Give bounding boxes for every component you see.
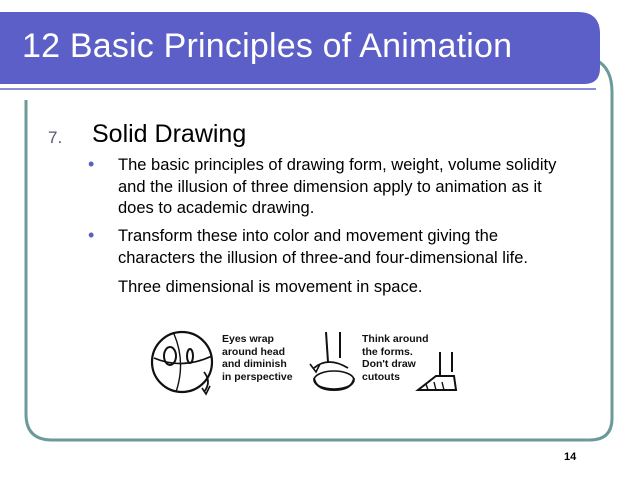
eyes-wrap-note: Eyes wrap around head and diminish in perspective <box>222 333 293 383</box>
slide-title: 12 Basic Principles of Animation <box>22 27 513 65</box>
page-number: 14 <box>564 451 577 463</box>
closing-line: Three dimensional is movement in space. <box>118 278 423 296</box>
bullet-icon: • <box>88 225 95 245</box>
foot-form-sketch-right <box>414 350 460 396</box>
bullet-text-1: The basic principles of drawing form, weight, volume solidity and the illusion of three dimension apply to animation as it does to academic drawing. <box>118 156 557 217</box>
think-around-note: Think around the forms. Don't draw cutouts <box>362 333 429 383</box>
head-sketch-illustration <box>146 326 222 398</box>
section-heading: Solid Drawing <box>92 120 247 148</box>
foot-form-sketch-left <box>308 328 364 396</box>
bullet-text-2: Transform these into color and movement giving the characters the illusion of three-and four-dimensional life. <box>118 227 528 267</box>
heading-number: 7. <box>48 128 63 147</box>
bullet-icon: • <box>88 154 95 174</box>
